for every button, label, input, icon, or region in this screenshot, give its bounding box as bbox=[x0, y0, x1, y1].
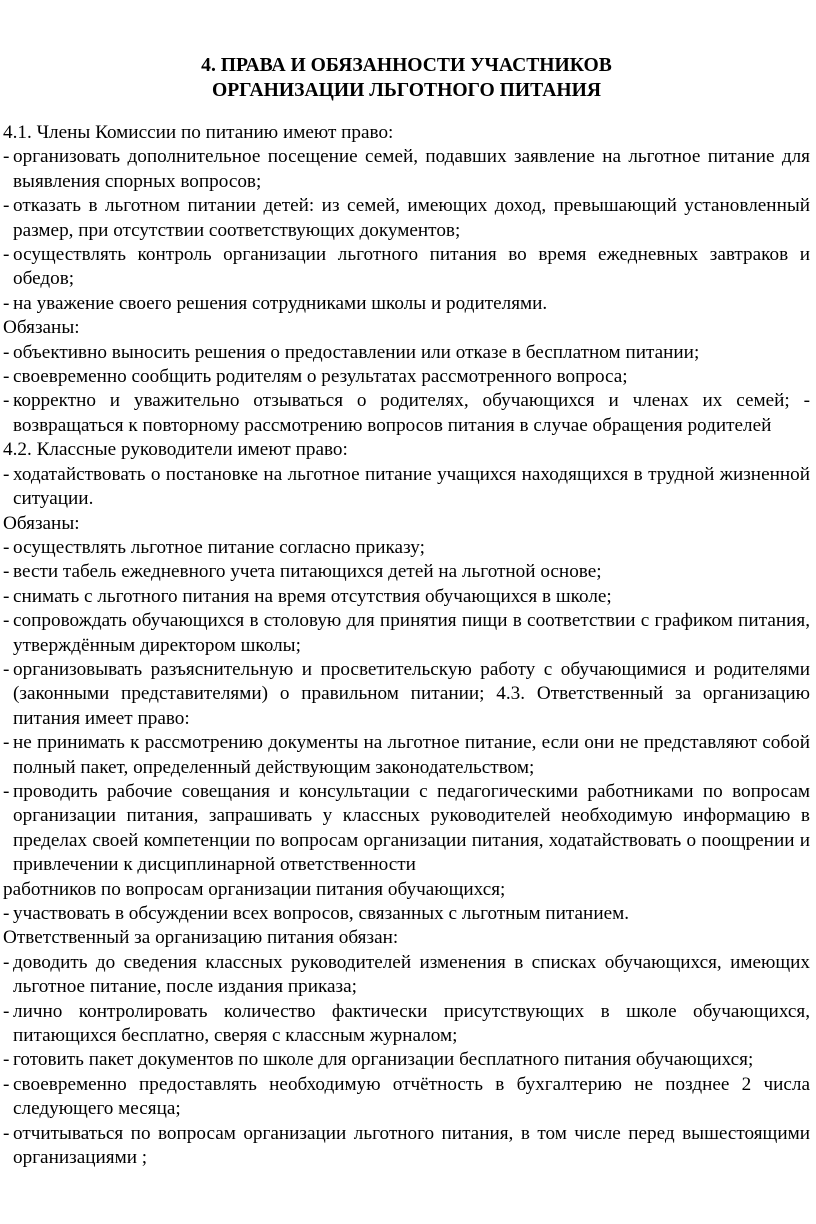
document-title bbox=[3, 53, 810, 103]
title-line-2: ОРГАНИЗАЦИИ ЛЬГОТНОГО ПИТАНИЯ bbox=[211, 80, 602, 101]
list-item-text: организовать дополнительное посещение семей, подавших заявление на льготное питание для выявления спорных вопросов; bbox=[13, 146, 810, 192]
title-line-1: 4. ПРАВА И ОБЯЗАННОСТИ УЧАСТНИКОВ bbox=[201, 55, 612, 76]
duties-heading: Обязаны: bbox=[3, 512, 80, 534]
duties-list bbox=[3, 951, 810, 1171]
section-4-3 bbox=[3, 731, 810, 1170]
list-dash: - bbox=[3, 366, 10, 388]
list-item-text: проводить рабочие совещания и консультации с педагогическими работниками по вопросам организации питания, запрашивать у классных руководителей необходимую информацию в пределах своей компетенции по вопросам организации питания, ходатайствовать о поощрении и привлечении к дисциплинарной ответственности bbox=[13, 780, 810, 876]
list-item bbox=[3, 731, 810, 780]
list-item bbox=[3, 1000, 810, 1049]
list-item bbox=[3, 609, 810, 658]
list-item bbox=[3, 780, 810, 878]
section-4-2 bbox=[3, 438, 810, 731]
rights-list bbox=[3, 463, 810, 512]
list-item-text: вести табель ежедневного учета питающихся детей на льготной основе; bbox=[13, 561, 602, 583]
list-item-text: лично контролировать количество фактически присутствующих в школе обучающихся, питающихся бесплатно, сверяя с классным журналом; bbox=[13, 1000, 810, 1047]
list-item-text: участвовать в обсуждении всех вопросов, связанных с льготным питанием. bbox=[13, 903, 630, 924]
list-dash: - bbox=[3, 585, 10, 607]
list-item-text: корректно и уважительно отзываться о родителях, обучающихся и членах их семей; - возвращаться к повторному рассмотрению вопросов питания в случае обращения родителей bbox=[13, 390, 810, 436]
list-item bbox=[3, 365, 810, 389]
section-heading: 4.2. Классные руководители имеют право: bbox=[3, 439, 348, 461]
rights-list bbox=[3, 145, 810, 316]
list-item bbox=[3, 560, 810, 584]
list-dash: - bbox=[3, 195, 10, 217]
list-item bbox=[3, 1122, 810, 1171]
duties-heading: Ответственный за организацию питания обязан: bbox=[3, 927, 399, 949]
list-item bbox=[3, 585, 810, 609]
list-item-text: своевременно сообщить родителям о результатах рассмотренного вопроса; bbox=[13, 366, 628, 388]
duties-list bbox=[3, 536, 810, 731]
list-item-text: отказать в льготном питании детей: из семей, имеющих доход, превышающий установленный размер, при отсутствии соответствующих документов; bbox=[13, 195, 810, 241]
list-item-text: осуществлять льготное питание согласно приказу; bbox=[13, 536, 425, 558]
list-item-text: снимать с льготного питания на время отсутствия обучающихся в школе; bbox=[13, 585, 612, 607]
list-dash: - bbox=[3, 292, 10, 314]
list-item bbox=[3, 536, 810, 560]
list-item-text: на уважение своего решения сотрудниками школы и родителями. bbox=[13, 292, 548, 314]
list-dash: - bbox=[3, 610, 10, 632]
list-item-text: отчитываться по вопросам организации льготного питания, в том числе перед вышестоящими организациями ; bbox=[13, 1122, 810, 1169]
section-heading: 4.1. Члены Комиссии по питанию имеют право: bbox=[3, 122, 394, 143]
list-item-text: не принимать к рассмотрению документы на льготное питание, если они не представляют собой полный пакет, определенный действующим законодательством; bbox=[13, 732, 810, 778]
rights-list-continued bbox=[3, 902, 810, 926]
list-dash: - bbox=[3, 658, 10, 680]
list-dash: - bbox=[3, 536, 10, 558]
list-dash: - bbox=[3, 1073, 10, 1095]
continuation-line: работников по вопросам организации питания обучающихся; bbox=[3, 878, 506, 900]
list-item-text: организовывать разъяснительную и просветительскую работу с обучающимися и родителями (законными представителями) о правильном питании; 4.3. Ответственный за организацию питания имеет право: bbox=[13, 658, 810, 729]
section-4-1 bbox=[3, 121, 810, 438]
list-item bbox=[3, 658, 810, 731]
list-item bbox=[3, 194, 810, 243]
list-item bbox=[3, 145, 810, 194]
rights-list bbox=[3, 731, 810, 877]
list-dash: - bbox=[3, 146, 10, 168]
list-item bbox=[3, 1048, 810, 1072]
list-dash: - bbox=[3, 341, 10, 363]
list-dash: - bbox=[3, 561, 10, 583]
list-item-text: ходатайствовать о постановке на льготное питание учащихся находящихся в трудной жизненной ситуации. bbox=[13, 463, 810, 510]
list-item bbox=[3, 341, 810, 365]
list-item-text: готовить пакет документов по школе для организации бесплатного питания обучающихся; bbox=[13, 1049, 754, 1071]
list-item bbox=[3, 951, 810, 1000]
list-item bbox=[3, 292, 810, 316]
list-dash: - bbox=[3, 1122, 10, 1144]
list-dash: - bbox=[3, 951, 10, 973]
list-dash: - bbox=[3, 732, 10, 754]
list-dash: - bbox=[3, 1049, 10, 1071]
list-item bbox=[3, 243, 810, 292]
list-dash: - bbox=[3, 244, 10, 266]
list-dash: - bbox=[3, 1000, 10, 1022]
list-dash: - bbox=[3, 903, 10, 924]
list-item-text: сопровождать обучающихся в столовую для принятия пищи в соответствии с графиком питания, утверждённым директором школы; bbox=[13, 610, 810, 656]
list-item-text: объективно выносить решения о предоставлении или отказе в бесплатном питании; bbox=[13, 341, 700, 363]
list-dash: - bbox=[3, 390, 10, 412]
list-item-text: своевременно предоставлять необходимую отчётность в бухгалтерию не позднее 2 числа следующего месяца; bbox=[13, 1073, 810, 1120]
list-dash: - bbox=[3, 780, 10, 802]
duties-heading: Обязаны: bbox=[3, 317, 80, 339]
list-item-text: доводить до сведения классных руководителей изменения в списках обучающихся, имеющих льготное питание, после издания приказа; bbox=[13, 951, 810, 998]
duties-list bbox=[3, 341, 810, 439]
list-item bbox=[3, 1073, 810, 1122]
list-item bbox=[3, 902, 810, 926]
list-item-text: осуществлять контроль организации льготного питания во время ежедневных завтраков и обедов; bbox=[13, 244, 810, 290]
list-item bbox=[3, 389, 810, 438]
list-item bbox=[3, 463, 810, 512]
list-dash: - bbox=[3, 463, 10, 485]
